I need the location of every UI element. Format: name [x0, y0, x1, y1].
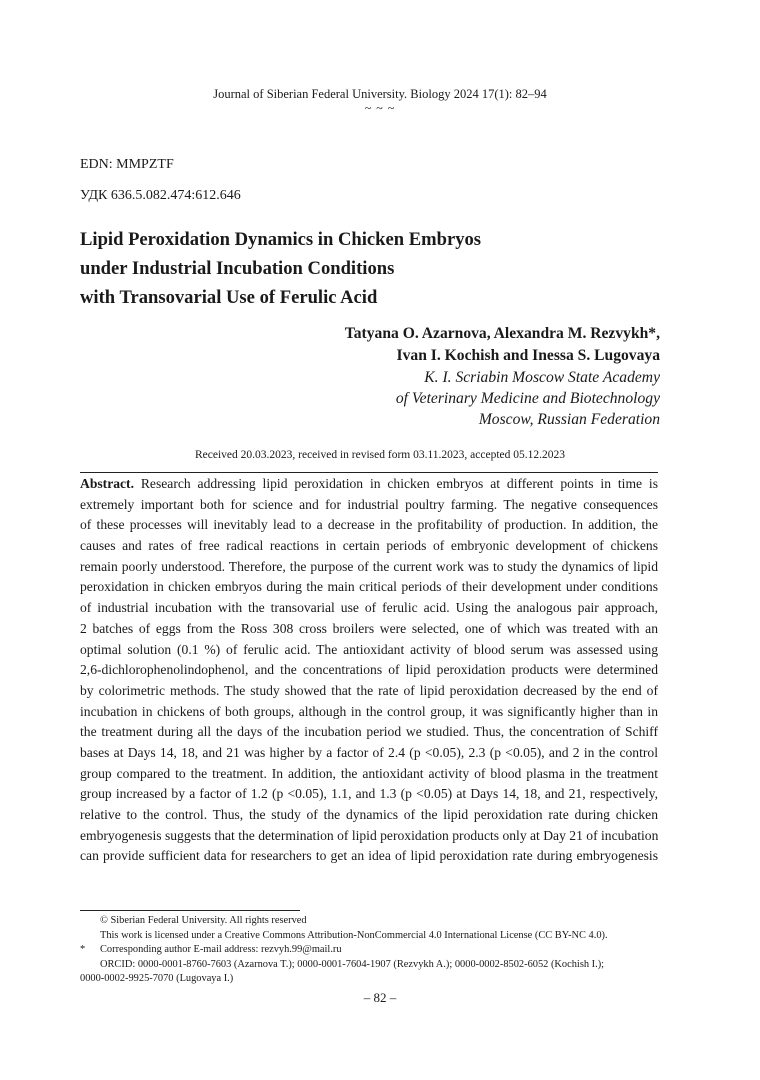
orcid-line: ORCID: 0000-0001-8760-7603 (Azarnova T.); 0000-0001-7604-1907 (Rezvykh A.); 0000-0002-8502-6052 (Kochish I.);	[100, 958, 605, 970]
abstract-line-text: Research addressing lipid peroxidation in chicken embryos at different points in time is	[140, 476, 658, 491]
udk-identifier: УДК 636.5.082.474:612.646	[80, 188, 241, 203]
abstract-line: group compared to the treatment. In addition, the antioxidant activity of blood plasma in the treatment	[80, 765, 658, 781]
title-line: under Industrial Incubation Conditions	[80, 258, 395, 279]
abstract-line: group increased by a factor of 1.2 (p <0.05), 1.1, and 1.3 (p <0.05) at Days 14, 18, and 21, respectively,	[80, 786, 658, 802]
abstract-line: remain poorly understood. Therefore, the purpose of the current work was to study the dynamics of lipid	[80, 558, 658, 574]
author-line: Tatyana O. Azarnova, Alexandra M. Rezvykh*,	[344, 325, 660, 342]
received-dates: Received 20.03.2023, received in revised form 03.11.2023, accepted 05.12.2023	[194, 449, 566, 461]
title-line: Lipid Peroxidation Dynamics in Chicken Embryos	[80, 229, 482, 250]
affiliation-line: Moscow, Russian Federation	[478, 411, 660, 428]
abstract-line: of these processes will inevitably lead to a decrease in the profitability of production. In addition, the	[80, 517, 658, 533]
abstract-line: the treatment during all the days of the incubation period we studied. Thus, the concentration of Schiff	[80, 724, 658, 740]
orcid-line: 0000-0002-9925-7070 (Lugovaya I.)	[80, 973, 234, 984]
abstract-line: 2,6-dichlorophenolindophenol, and the concentrations of lipid peroxidation products were determined	[80, 662, 658, 678]
abstract-line: 2 batches of eggs from the Ross 308 cross broilers were selected, one of which was treated with an	[80, 620, 658, 636]
asterisk-mark: *	[80, 944, 86, 955]
abstract-top-rule	[80, 472, 658, 473]
abstract	[80, 474, 658, 867]
abstract-line: embryogenesis suggests that the determination of lipid peroxidation products only at Day 21 of incubation	[80, 827, 659, 843]
abstract-line: by colorimetric methods. The study showed that the rate of lipid peroxidation decreased by the end of	[80, 682, 658, 698]
corresponding-text: Corresponding author E-mail address: rezvyh.99@mail.ru	[100, 944, 342, 955]
abstract-line: can provide sufficient data for researchers to get an idea of lipid peroxidation rate during embryogenesis	[80, 848, 658, 864]
abstract-line: bases at Days 14, 18, and 21 was higher by a factor of 2.4 (p <0.05), 2.3 (p <0.05), and 2 in the control	[80, 744, 658, 760]
abstract-line: incubation in chickens of both groups, although in the control group, it was significantly higher than in	[80, 703, 658, 719]
affiliation-line: K. I. Scriabin Moscow State Academy	[424, 369, 660, 386]
affiliation-line: of Veterinary Medicine and Biotechnology	[395, 390, 660, 407]
abstract-line: peroxidation in chicken embryos during the main critical periods of their development under conditions	[80, 579, 658, 595]
abstract-line: extremely important both for science and for industrial poultry farming. The negative consequences	[80, 496, 658, 512]
affiliation	[396, 367, 660, 430]
edn-identifier: EDN: MMPZTF	[80, 157, 174, 172]
author-line: Ivan I. Kochish and Inessa S. Lugovaya	[396, 347, 660, 364]
title-line: with Transovarial Use of Ferulic Acid	[80, 287, 378, 308]
footnotes	[80, 914, 665, 987]
header-separator: ~ ~ ~	[364, 101, 396, 115]
journal-citation: Journal of Siberian Federal University. Biology 2024 17(1): 82–94	[213, 87, 547, 101]
copyright-note: © Siberian Federal University. All rights reserved	[100, 915, 307, 926]
abstract-line: of industrial incubation with the transovarial use of ferulic acid. Using the analogous pair approach,	[80, 600, 658, 616]
author-list	[345, 323, 660, 367]
abstract-line: causes and rates of free radical reactions in certain periods of embryonic development of chickens	[80, 538, 658, 554]
abstract-label: Abstract.	[80, 476, 134, 491]
article-title	[80, 225, 640, 312]
page-number: – 82 –	[363, 990, 397, 1005]
abstract-line	[80, 474, 658, 495]
footnote-rule	[80, 910, 300, 911]
license-note: This work is licensed under a Creative Commons Attribution-NonCommercial 4.0 International License (CC BY-NC 4.0).	[100, 929, 608, 941]
abstract-line: relative to the control. Thus, the study of the dynamics of the lipid peroxidation rate during chicken	[80, 807, 658, 822]
corresponding-note	[80, 943, 665, 958]
abstract-line: optimal solution (0.1 %) of ferulic acid. The antioxidant activity of blood serum was assessed using	[80, 641, 658, 657]
